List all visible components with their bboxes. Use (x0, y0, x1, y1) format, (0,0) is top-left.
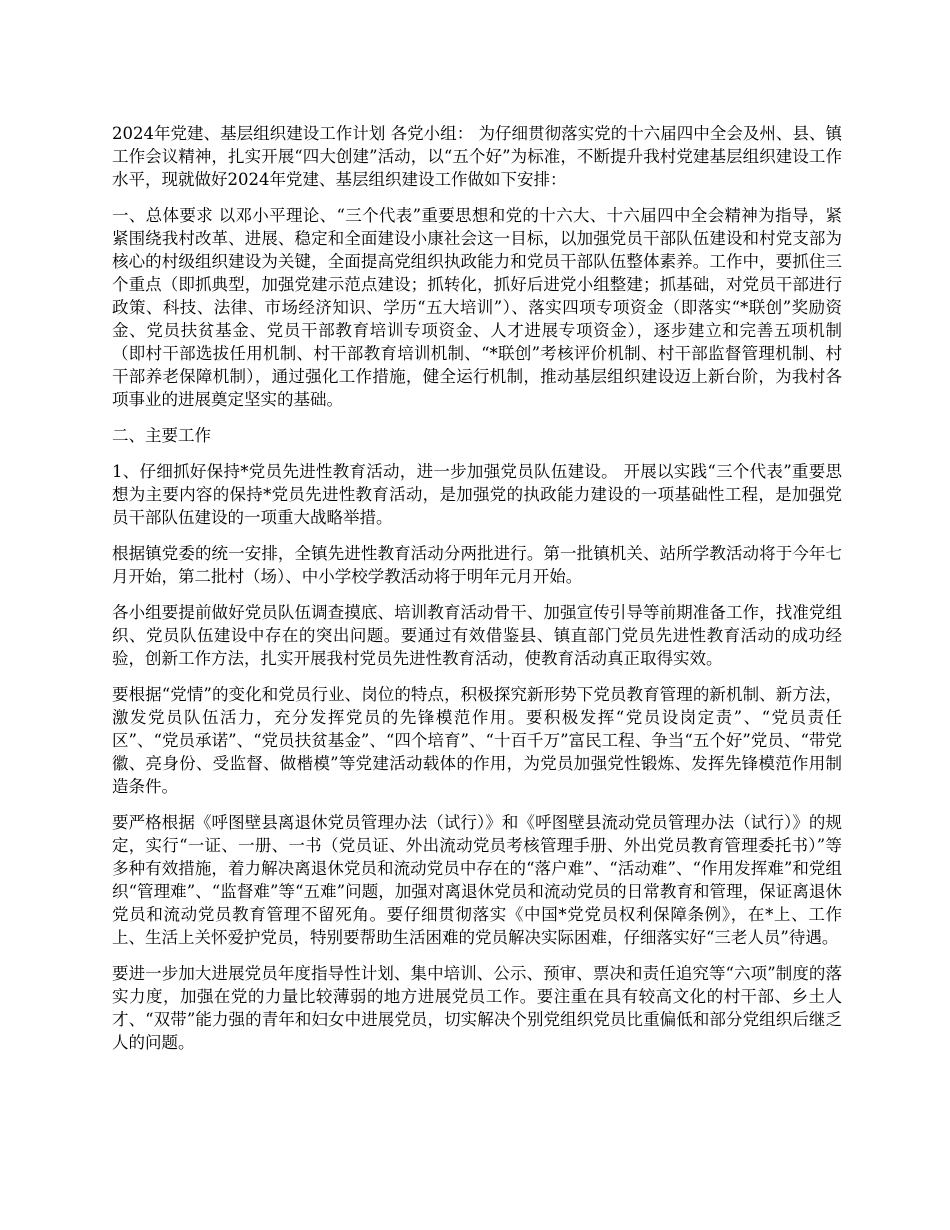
paragraph-member-development: 要进一步加大进展党员年度指导性计划、集中培训、公示、预审、票决和责任追究等“六项”制度的落实力度，加强在党的力量比较薄弱的地方进展党员工作。要注重在具有较高文化的村干部、乡土人才、“双带”能力强的青年和妇女中进展党员，切实解决个别党组织党员比重偏低和部分党组织后继乏人的问题。 (112, 964, 842, 1052)
paragraph-retired-mobile-members: 要严格根据《呼图壁县离退休党员管理办法（试行）》和《呼图壁县流动党员管理办法（试行）》的规定，实行“一证、一册、一书（党员证、外出流动党员考核管理手册、外出党员教育管理委托书）”等多种有效措施，着力解决离退休党员和流动党员中存在的“落户难”、“活动难”、“作用发挥难”和党组织“管理难”、“监督难”等“五难”问题，加强对离退休党员和流动党员的日常教育和管理，保证离退休党员和流动党员教育管理不留死角。要仔细贯彻落实《中国*党党员权利保障条例》，在*上、工作上、生活上关怀爱护党员，特别要帮助生活困难的党员解决实际困难，仔细落实好“三老人员”待遇。 (112, 813, 842, 947)
paragraph-general-requirements: 一、总体要求 以邓小平理论、“三个代表”重要思想和党的十六大、十六届四中全会精神为指导，紧紧围绕我村改革、进展、稳定和全面建设小康社会这一目标，以加强党员干部队伍建设和村党支部为核心的村级组织建设为关键，全面提高党组织执政能力和党员干部队伍整体素养。工作中，要抓住三个重点（即抓典型，加强党建示范点建设；抓转化，抓好后进党小组整建；抓基础，对党员干部进行政策、科技、法律、市场经济知识、学历“五大培训”）、落实四项专项资金（即落实“*联创”奖励资金、党员扶贫基金、党员干部教育培训专项资金、人才进展专项资金），逐步建立和完善五项机制（即村干部选拔任用机制、村干部教育培训机制、“*联创”考核评价机制、村干部监督管理机制、村干部养老保障机制），通过强化工作措施，健全运行机制，推动基层组织建设迈上新台阶，为我村各项事业的进展奠定坚实的基础。 (112, 206, 842, 409)
paragraph-mechanisms: 要根据“党情”的变化和党员行业、岗位的特点，积极探究新形势下党员教育管理的新机制、新方法，激发党员队伍活力，充分发挥党员的先锋模范作用。要积极发挥“党员设岗定责”、“党员责任区”、“党员承诺”、“党员扶贫基金”、“四个培育”、“十百千万”富民工程、争当“五个好”党员、“带党徽、亮身份、受监督、做楷模”等党建活动载体的作用，为党员加强党性锻炼、发挥先锋模范作用制造条件。 (112, 685, 842, 796)
document-page (112, 122, 842, 1067)
paragraph-schedule: 根据镇党委的统一安排，全镇先进性教育活动分两批进行。第一批镇机关、站所学教活动将于今年七月开始，第二批村（场）、中小学校学教活动将于明年元月开始。 (112, 544, 842, 586)
section-heading-main-work: 二、主要工作 (112, 426, 211, 445)
paragraph-preparation: 各小组要提前做好党员队伍调查摸底、培训教育活动骨干、加强宣传引导等前期准备工作，找准党组织、党员队伍建设中存在的突出问题。要通过有效借鉴县、镇直部门党员先进性教育活动的成功经验，创新工作方法，扎实开展我村党员先进性教育活动，使教育活动真正取得实效。 (112, 603, 842, 668)
paragraph-item-1: 1、仔细抓好保持*党员先进性教育活动，进一步加强党员队伍建设。 开展以实践“三个代表”重要思想为主要内容的保持*党员先进性教育活动，是加强党的执政能力建设的一项基础性工程，是加强党员干部队伍建设的一项重大战略举措。 (112, 462, 842, 527)
paragraph-intro: 2024年党建、基层组织建设工作计划 各党小组： 为仔细贯彻落实党的十六届四中全会及州、县、镇工作会议精神，扎实开展“四大创建”活动，以“五个好”为标准，不断提升我村党建基层组织建设工作水平，现就做好2024年党建、基层组织建设工作做如下安排： (112, 124, 842, 189)
